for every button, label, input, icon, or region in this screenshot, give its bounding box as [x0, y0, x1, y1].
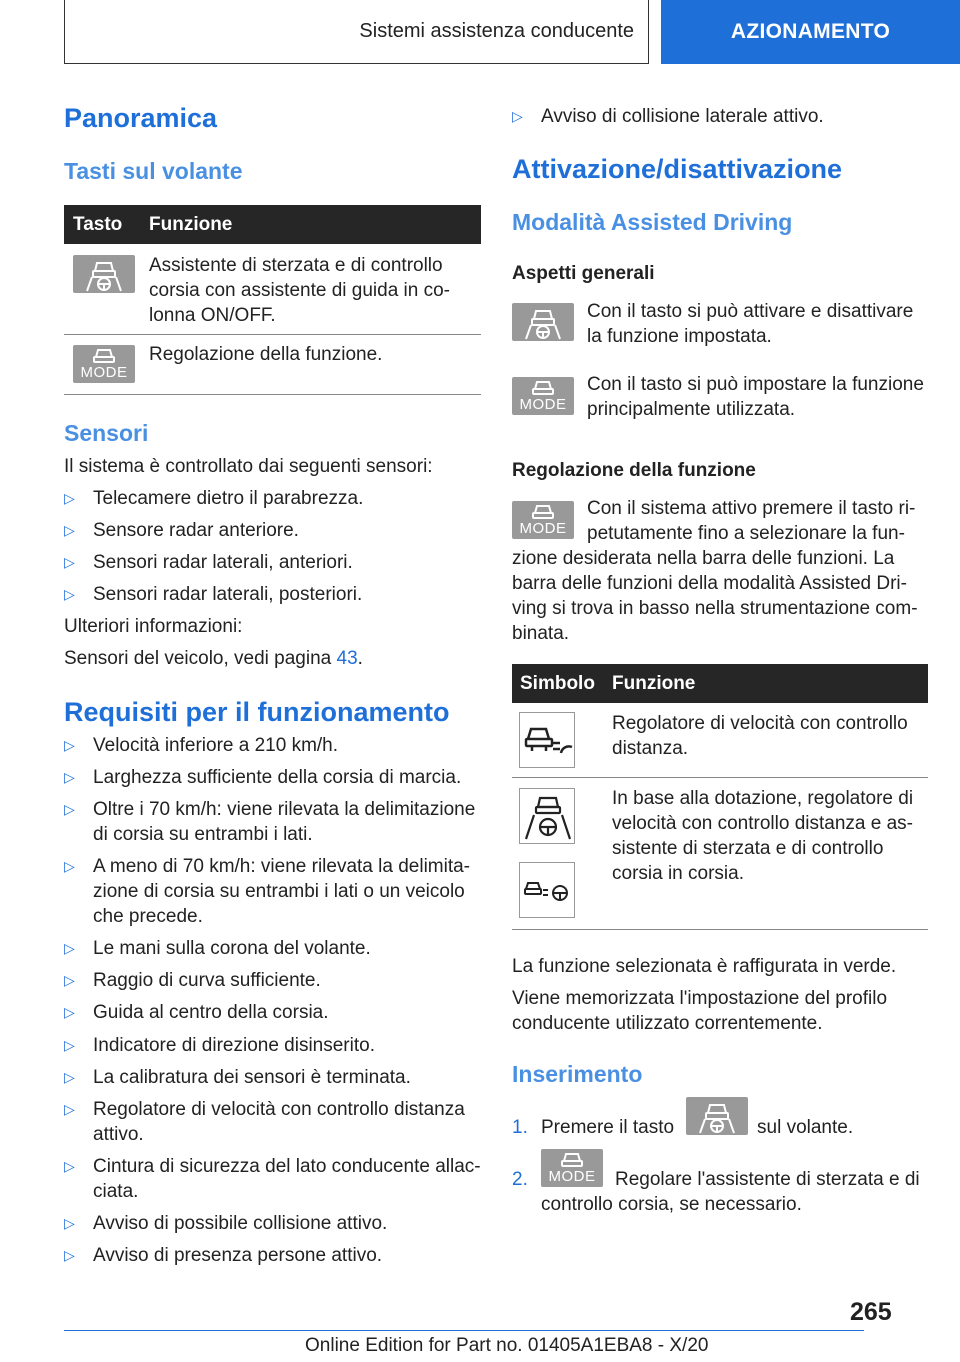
table-rule	[64, 394, 481, 395]
triangle-bullet-icon: ▷	[64, 737, 75, 753]
list-item: ▷ Guida al centro della corsia.	[64, 1002, 329, 1023]
triangle-bullet-icon: ▷	[512, 108, 523, 124]
triangle-bullet-icon: ▷	[64, 586, 75, 602]
list-item: ▷ Telecamere dietro il parabrezza.	[64, 488, 364, 509]
aspetti-text-2: Con il tasto si può impostare la funzione principalmente utilizzata.	[587, 374, 924, 420]
heading-tasti-volante: Tasti sul volante	[64, 158, 243, 184]
list-item: ▷ Avviso di presenza persone attivo.	[64, 1245, 383, 1266]
triangle-bullet-icon: ▷	[64, 1101, 75, 1117]
sensori-intro: Il sistema è controllato dai seguenti sensori:	[64, 456, 433, 477]
keys-row-2-text: Regolazione della funzione.	[149, 344, 383, 365]
list-item: ▷ Avviso di collisione laterale attivo.	[512, 106, 824, 127]
step-2-text-b: controllo corsia, se necessario.	[541, 1194, 802, 1215]
step-number: 2.	[512, 1169, 528, 1190]
triangle-bullet-icon: ▷	[64, 1215, 75, 1231]
list-item: ▷ A meno di 70 km/h: viene rilevata la delimita- zione di corsia su entrambi i lati o un veicolo che precede.	[64, 856, 471, 927]
assist-button-icon	[512, 303, 574, 341]
regolazione-rest: zione desiderata nella barra delle funzioni. La barra delle funzioni della modalità Assisted Dri- ving si trova in basso nella strumentazione com- binata.	[512, 548, 918, 644]
triangle-bullet-icon: ▷	[64, 554, 75, 570]
symbols-row-2-text: In base alla dotazione, regolatore di velocità con controllo distanza e as- sistente di sterzata e di controllo corsia in corsia.	[612, 788, 914, 884]
list-item: ▷ Le mani sulla corona del volante.	[64, 938, 371, 959]
list-item: ▷ Indicatore di direzione disinserito.	[64, 1035, 375, 1056]
heading-attivazione: Attivazione/disattivazione	[512, 154, 843, 184]
list-item: ▷ Regolatore di velocità con controllo distanza attivo.	[64, 1099, 465, 1145]
triangle-bullet-icon: ▷	[64, 490, 75, 506]
list-item: ▷ Oltre i 70 km/h: viene rilevata la delimitazione di corsia su entrambi i lati.	[64, 799, 476, 845]
footer-edition: Online Edition for Part no. 01405A1EBA8 - X/20	[305, 1335, 709, 1356]
memorizzata-text: Viene memorizzata l'impostazione del profilo conducente utilizzato correntemente.	[512, 988, 888, 1034]
mode-button-icon: MODE	[541, 1149, 603, 1187]
heading-regolazione: Regolazione della funzione	[512, 460, 756, 481]
mode-button-icon: MODE	[512, 377, 574, 415]
chapter-tab: AZIONAMENTO	[661, 0, 960, 64]
aspetti-text-1: Con il tasto si può attivare e disattivare la funzione impostata.	[587, 301, 914, 347]
triangle-bullet-icon: ▷	[64, 972, 75, 988]
regolazione-line-2: petutamente fino a selezionare la fun-	[587, 523, 905, 544]
verde-text: La funzione selezionata è raffigurata in verde.	[512, 956, 897, 977]
regolazione-line-1: Con il sistema attivo premere il tasto ri-	[587, 498, 916, 519]
heading-sensori: Sensori	[64, 420, 149, 446]
step-1-text-b: sul volante.	[757, 1117, 854, 1138]
heading-requisiti: Requisiti per il funzionamento	[64, 697, 450, 727]
keys-row-1-text: Assistente di sterzata e di controllo corsia con assistente di guida in co- lonna ON/OFF.	[149, 255, 450, 326]
list-item: ▷ Raggio di curva sufficiente.	[64, 970, 321, 991]
symbols-table-header: Simbolo Funzione	[512, 664, 928, 703]
assist-button-icon	[73, 255, 135, 293]
triangle-bullet-icon: ▷	[64, 1037, 75, 1053]
keys-table	[64, 205, 481, 395]
mode-button-icon: MODE	[73, 345, 135, 383]
table-rule	[512, 929, 928, 930]
triangle-bullet-icon: ▷	[64, 1069, 75, 1085]
step-number: 1.	[512, 1117, 528, 1138]
list-item: ▷ Avviso di possibile collisione attivo.	[64, 1213, 388, 1234]
list-item: ▷ Velocità inferiore a 210 km/h.	[64, 735, 339, 756]
triangle-bullet-icon: ▷	[64, 1004, 75, 1020]
footer-rule	[64, 1330, 864, 1331]
list-item: ▷ Sensore radar anteriore.	[64, 520, 299, 541]
heading-inserimento: Inserimento	[512, 1061, 643, 1087]
triangle-bullet-icon: ▷	[64, 522, 75, 538]
heading-aspetti-generali: Aspetti generali	[512, 263, 655, 284]
assist-button-icon	[686, 1097, 748, 1135]
acc-steering-icon	[519, 862, 575, 918]
list-item: ▷ Sensori radar laterali, posteriori.	[64, 584, 363, 605]
triangle-bullet-icon: ▷	[64, 1247, 75, 1263]
triangle-bullet-icon: ▷	[64, 858, 75, 874]
heading-panoramica: Panoramica	[64, 103, 218, 133]
symbols-row-1-text: Regolatore di velocità con controllo distanza.	[612, 713, 908, 759]
table-rule	[512, 777, 928, 778]
page-number: 265	[850, 1298, 892, 1326]
table-rule	[64, 334, 481, 335]
acc-distance-icon	[519, 712, 575, 768]
triangle-bullet-icon: ▷	[64, 769, 75, 785]
list-item: ▷ Larghezza sufficiente della corsia di marcia.	[64, 767, 462, 788]
page-link-43[interactable]: 43	[336, 648, 358, 669]
page-reference: Sensori del veicolo, vedi pagina 43.	[64, 648, 363, 669]
step-1-text-a: Premere il tasto	[541, 1117, 675, 1138]
keys-table-header: Tasto Funzione	[64, 205, 481, 244]
list-item: ▷ La calibratura dei sensori è terminata.	[64, 1067, 411, 1088]
ulteriori-info: Ulteriori informazioni:	[64, 616, 243, 637]
heading-modalita: Modalità Assisted Driving	[512, 209, 793, 235]
running-header-section: Sistemi assistenza conducente	[64, 0, 649, 64]
mode-button-icon: MODE	[512, 501, 574, 539]
triangle-bullet-icon: ▷	[64, 1158, 75, 1174]
steering-assist-icon	[519, 788, 575, 844]
step-2-text-a: Regolare l'assistente di sterzata e di	[615, 1169, 920, 1190]
triangle-bullet-icon: ▷	[64, 801, 75, 817]
triangle-bullet-icon: ▷	[64, 940, 75, 956]
list-item: ▷ Sensori radar laterali, anteriori.	[64, 552, 353, 573]
symbols-table	[512, 664, 928, 930]
list-item: ▷ Cintura di sicurezza del lato conducente allac- ciata.	[64, 1156, 481, 1202]
